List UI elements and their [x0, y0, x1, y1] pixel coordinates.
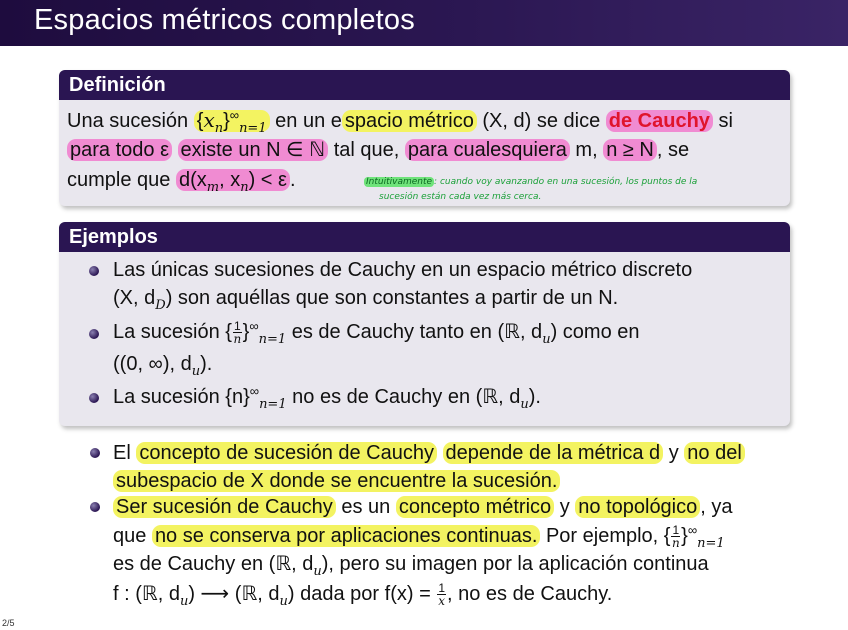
definition-line-1: Una sucesión $\{x_n\}^\infty_{n=1}$ en un e spacio métrico (X, d) se dice de Cauchy si: [67, 107, 733, 136]
bullet-icon: [89, 393, 99, 403]
handwritten-annotation-line-2: sucesión están cada vez más cerca.: [379, 192, 542, 202]
slide-header: [0, 0, 848, 46]
bullet-icon: [90, 502, 100, 512]
definition-block: [59, 70, 790, 206]
handwritten-annotation: Intuitivamente : cuando voy avanzando en una sucesión, los puntos de la: [366, 177, 698, 187]
definition-line-2: para todo ε existe un N ∈ ℕ tal que, para cualesquiera m, n ≥ N , se: [67, 136, 689, 164]
page-number: 2/5: [2, 618, 15, 628]
example-2-line-2: ((0, ∞), $d_u$).: [113, 353, 213, 379]
slide-title: Espacios métricos completos: [34, 4, 415, 36]
bullet-icon: [90, 448, 100, 458]
example-2-line-1: La sucesión { $\frac{1}{n}$ }$^\infty_{n=1}$ es de Cauchy tanto en (ℝ, $d_u$) como en: [113, 318, 640, 347]
examples-block: [59, 222, 790, 426]
note-2-line-2: que no se conserva por aplicaciones continuas. Por ejemplo, { $\frac{1}{n}$ }$^\infty_{n=1}$: [113, 522, 725, 551]
example-1-line-1: Las únicas sucesiones de Cauchy en un espacio métrico discreto: [113, 259, 693, 281]
cauchy-term: de Cauchy: [606, 110, 713, 132]
example-1-line-2: (X, $d_D$) son aquéllas que son constantes a partir de un N.: [113, 287, 619, 313]
definition-line-3: cumple que $d(x_m$, $x_n) < \varepsilon$ .: [67, 169, 296, 195]
bullet-icon: [89, 329, 99, 339]
examples-title: Ejemplos: [59, 222, 790, 252]
definition-title: Definición: [59, 70, 790, 100]
note-1-line-2: subespacio de X donde se encuentre la sucesión.: [113, 467, 560, 495]
example-3-line: La sucesión $\{n\}^\infty_{n=1}$ no es de Cauchy en (ℝ, $d_u$).: [113, 383, 541, 412]
note-2-line-1: Ser sucesión de Cauchy es un concepto métrico y no topológico , ya: [113, 493, 733, 521]
note-1-line-1: El concepto de sucesión de Cauchy depende de la métrica d y no del: [113, 439, 745, 467]
note-2-line-3: es de Cauchy en (ℝ, $d_u$), pero su imagen por la aplicación continua: [113, 553, 709, 579]
bullet-icon: [89, 266, 99, 276]
note-2-line-4: f : (ℝ, $d_u$) ⟶ (ℝ, $d_u$) dada por f(x) = $\frac{1}{x}$ , no es de Cauchy.: [113, 581, 613, 609]
